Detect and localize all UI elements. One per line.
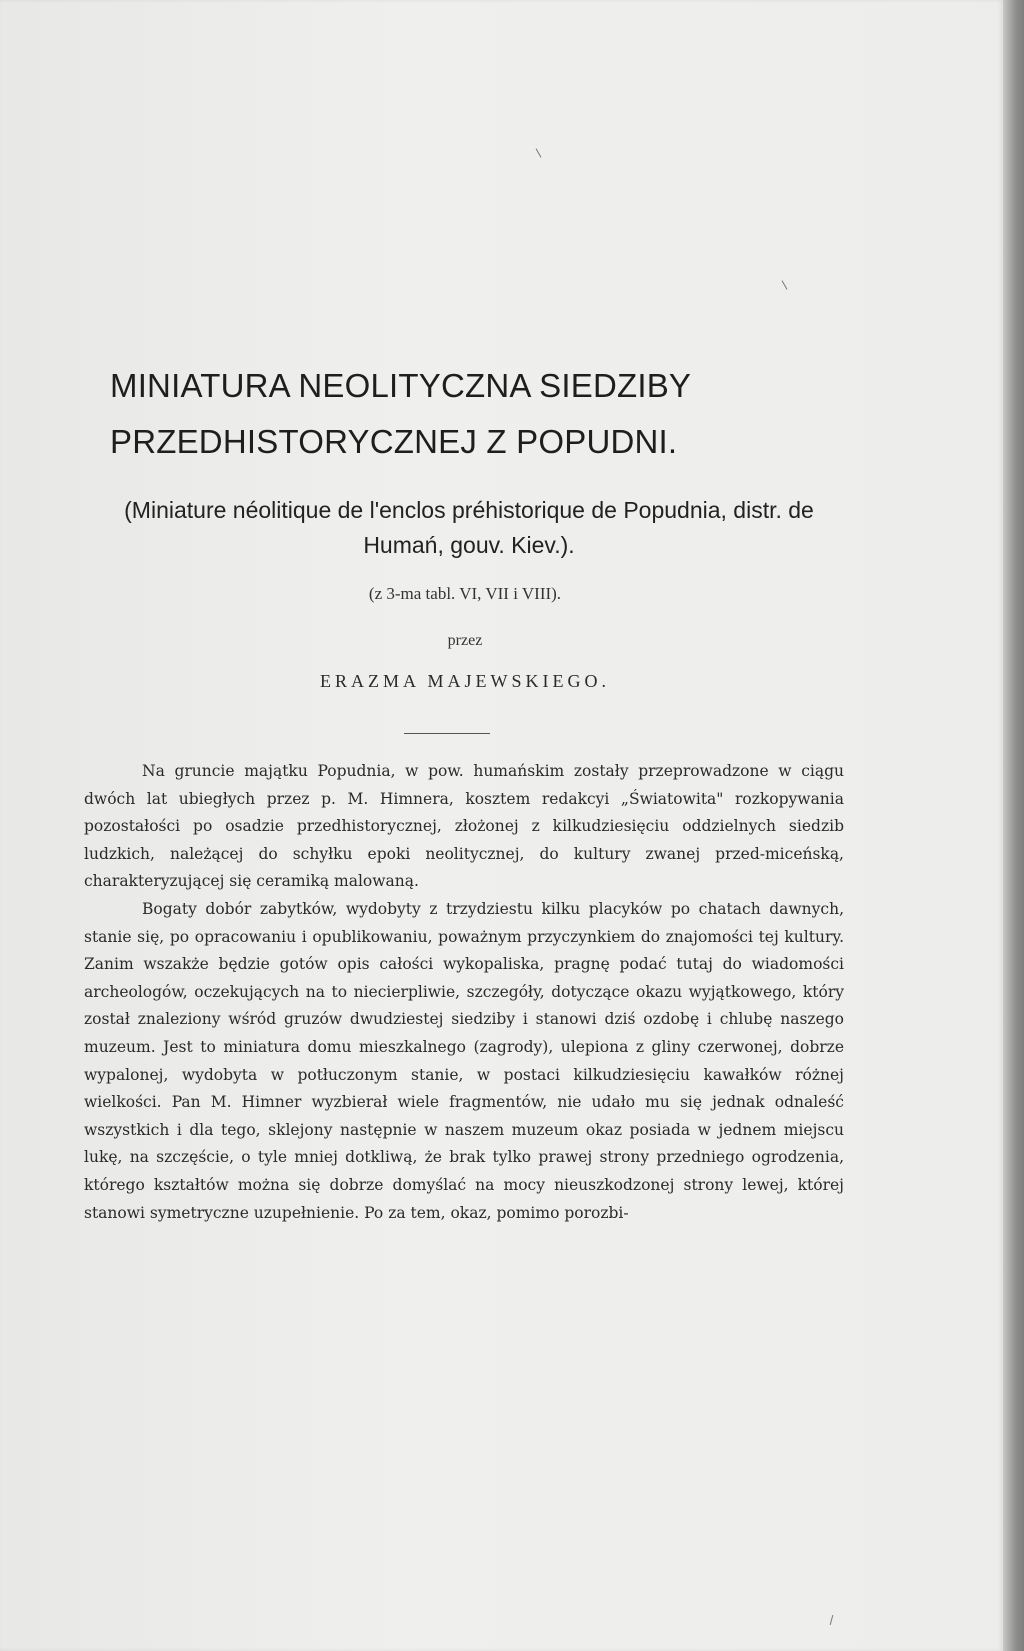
plates-note: (z 3-ma tabl. VI, VII i VIII). xyxy=(368,584,562,603)
paragraph-2: Bogaty dobór zabytków, wydobyty z trzydziestu kilku placyków po chatach dawnych, stanie się, po opracowaniu i opublikowaniu, poważnym przyczynkiem do znajomości tej kultury. Zanim wszakże będzie gotów opis całości wykopaliska, pragnę podać tutaj do wiadomości archeologów, oczekujących na to niecierpliwie, szczegóły, dotyczące okazu wyjątkowego, który został znaleziony wśród gruzów dwudziestej siedziby i stanowi dziś ozdobę i chlubę naszego muzeum. Jest to miniatura domu mieszkalnego (zagrody), ulepiona z gliny czerwonej, dobrze wypalonej, wydobyta w potłuczonym stanie, w postaci kilkudziesięciu kawałków różnej wielkości. Pan M. Himner wyzbierał wiele fragmentów, nie udało mu się jednak odnaleść wszystkich i dla tego, sklejony następnie w naszem muzeum okaz posiada w jednem miejscu lukę, na szczęście, o tyle mniej dotkliwą, że brak tylko prawej strony przedniego ogrodzenia, którego kształtów można się dobrze domyślać na mocy nieuszkodzonej strony lewej, której stanowi symetryczne uzupełnienie. Po za tem, okaz, pomimo porozbi- xyxy=(84,899,844,1222)
author-name: ERAZMA MAJEWSKIEGO. xyxy=(320,671,610,691)
article-title: MINIATURA NEOLITYCZNA SIEDZIBY PRZEDHISTORYCZNEJ Z POPUDNI. xyxy=(110,367,691,460)
scan-mark xyxy=(782,280,788,289)
article-body xyxy=(84,758,844,1227)
article-subtitle: (Miniature néolitique de l'enclos préhistorique de Popudnia, distr. de Humań, gouv. Kiev.). xyxy=(124,497,814,558)
section-divider xyxy=(404,733,490,734)
scan-mark xyxy=(536,148,542,157)
paragraph-1: Na gruncie majątku Popudnia, w pow. humańskim zostały przeprowadzone w ciągu dwóch lat ubiegłych przez p. M. Himnera, kosztem redakcyi „Światowita" rozkopywania pozostałości po osadzie przedhistorycznej, złożonej z kilkudziesięciu oddzielnych siedzib ludzkich, należącej do schyłku epoki neolitycznej, do kultury zwanej przed-miceńską, charakteryzującej się ceramiką malowaną. xyxy=(84,762,844,891)
page-edge-shadow xyxy=(1003,0,1024,1651)
by-line: przez xyxy=(447,632,483,649)
scan-mark xyxy=(830,1615,834,1625)
